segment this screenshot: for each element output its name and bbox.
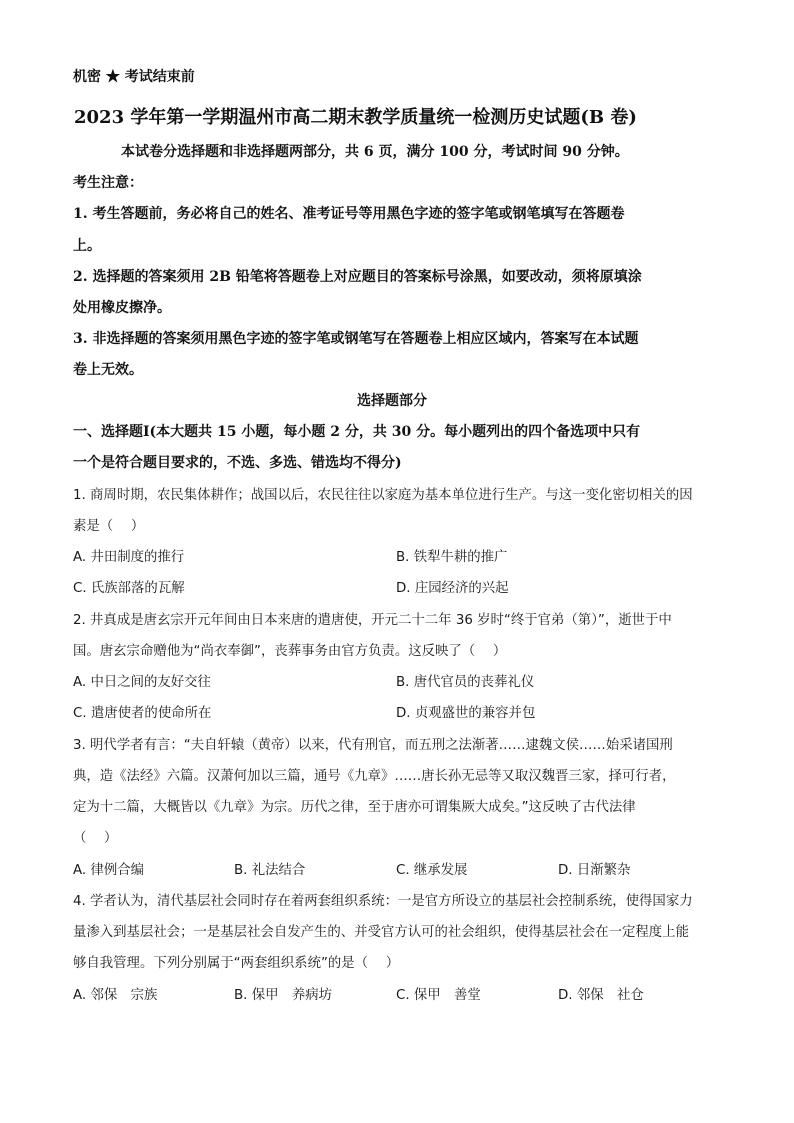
option-a[interactable]: A. 井田制度的推行 (73, 550, 185, 565)
section-instruction: 一、选择题Ⅰ(本大题共 15 小题，每小题 2 分，共 30 分。每小题列出的四个备选项中只有 (73, 424, 641, 440)
option-d[interactable]: D. 日渐繁杂 (558, 863, 631, 878)
option-c[interactable]: C. 继承发展 (396, 863, 468, 878)
confidential-label: 机密 ★ 考试结束前 (73, 69, 195, 85)
note-line: 卷上无效。 (73, 362, 143, 378)
question-stem: 1. 商周时期，农民集体耕作；战国以后，农民往往以家庭为基本单位进行生产。与这一变化密切相关的因 (73, 488, 693, 503)
section-instruction: 一个是符合题目要求的，不选、多选、错选均不得分) (73, 455, 402, 471)
question-stem: 典，造《法经》六篇。汉萧何加以三篇，通号《九章》……唐长孙无忌等又取汉魏晋三家，择可行者， (73, 769, 676, 784)
note-line: 1. 考生答题前，务必将自己的姓名、准考证号等用黑色字迹的签字笔或钢笔填写在答题卷 (73, 206, 625, 222)
note-line: 处用橡皮擦净。 (73, 300, 171, 316)
option-b[interactable]: B. 礼法结合 (234, 863, 306, 878)
option-b[interactable]: B. 铁犁牛耕的推广 (396, 550, 508, 565)
question-stem: 定为十二篇，大概皆以《九章》为宗。历代之律，至于唐亦可谓集厥大成矣。”这反映了古代法律 (73, 800, 636, 815)
option-c[interactable]: C. 遣唐使者的使命所在 (73, 706, 212, 721)
option-d[interactable]: D. 贞观盛世的兼容并包 (396, 706, 536, 721)
option-b[interactable]: B. 唐代官员的丧葬礼仪 (396, 675, 535, 690)
question-stem: 3. 明代学者有言：“夫自轩辕（黄帝）以来，代有刑官，而五刑之法渐著……逮魏文侯……始采诸国刑 (73, 738, 673, 753)
option-a[interactable]: A. 中日之间的友好交往 (73, 675, 211, 690)
note-line: 3. 非选择题的答案须用黑色字迹的签字笔或钢笔写在答题卷上相应区域内，答案写在本试题 (73, 331, 639, 347)
question-stem: 素是（ ） (73, 519, 145, 534)
question-stem: 量渗入到基层社会；一是基层社会自发产生的、并受官方认可的社会组织，使得基层社会在一定程度上能 (73, 925, 689, 940)
section-title: 选择题部分 (357, 393, 427, 409)
question-stem: （ ） (73, 831, 118, 846)
question-stem: 国。唐玄宗命赠他为“尚衣奉御”，丧葬事务由官方负责。这反映了（ ） (73, 644, 507, 659)
exam-title: 2023 学年第一学期温州市高二期末教学质量统一检测历史试题(B 卷) (74, 107, 637, 128)
question-stem: 2. 井真成是唐玄宗开元年间由日本来唐的遣唐使，开元二十二年 36 岁时“终于官弟（第）”，逝世于中 (73, 613, 672, 628)
question-stem: 够自我管理。下列分别属于“两套组织系统”的是（ ） (73, 956, 400, 971)
exam-intro: 本试卷分选择题和非选择题两部分，共 6 页，满分 100 分，考试时间 90 分钟。 (121, 144, 629, 160)
option-c[interactable]: C. 氏族部落的瓦解 (73, 581, 185, 596)
option-d[interactable]: D. 庄园经济的兴起 (396, 581, 509, 596)
option-a[interactable]: A. 邻保 宗族 (73, 988, 158, 1003)
option-c[interactable]: C. 保甲 善堂 (396, 988, 481, 1003)
note-line: 上。 (73, 238, 101, 254)
question-stem: 4. 学者认为，清代基层社会同时存在着两套组织系统：一是官方所设立的基层社会控制系统，使得国家力 (73, 894, 693, 909)
option-b[interactable]: B. 保甲 养病坊 (234, 988, 333, 1003)
notes-heading: 考生注意： (73, 175, 143, 191)
option-d[interactable]: D. 邻保 社仓 (558, 988, 644, 1003)
note-line: 2. 选择题的答案须用 2B 铅笔将答题卷上对应题目的答案标号涂黑，如要改动，须将原填涂 (73, 269, 642, 285)
option-a[interactable]: A. 律例合编 (73, 863, 144, 878)
